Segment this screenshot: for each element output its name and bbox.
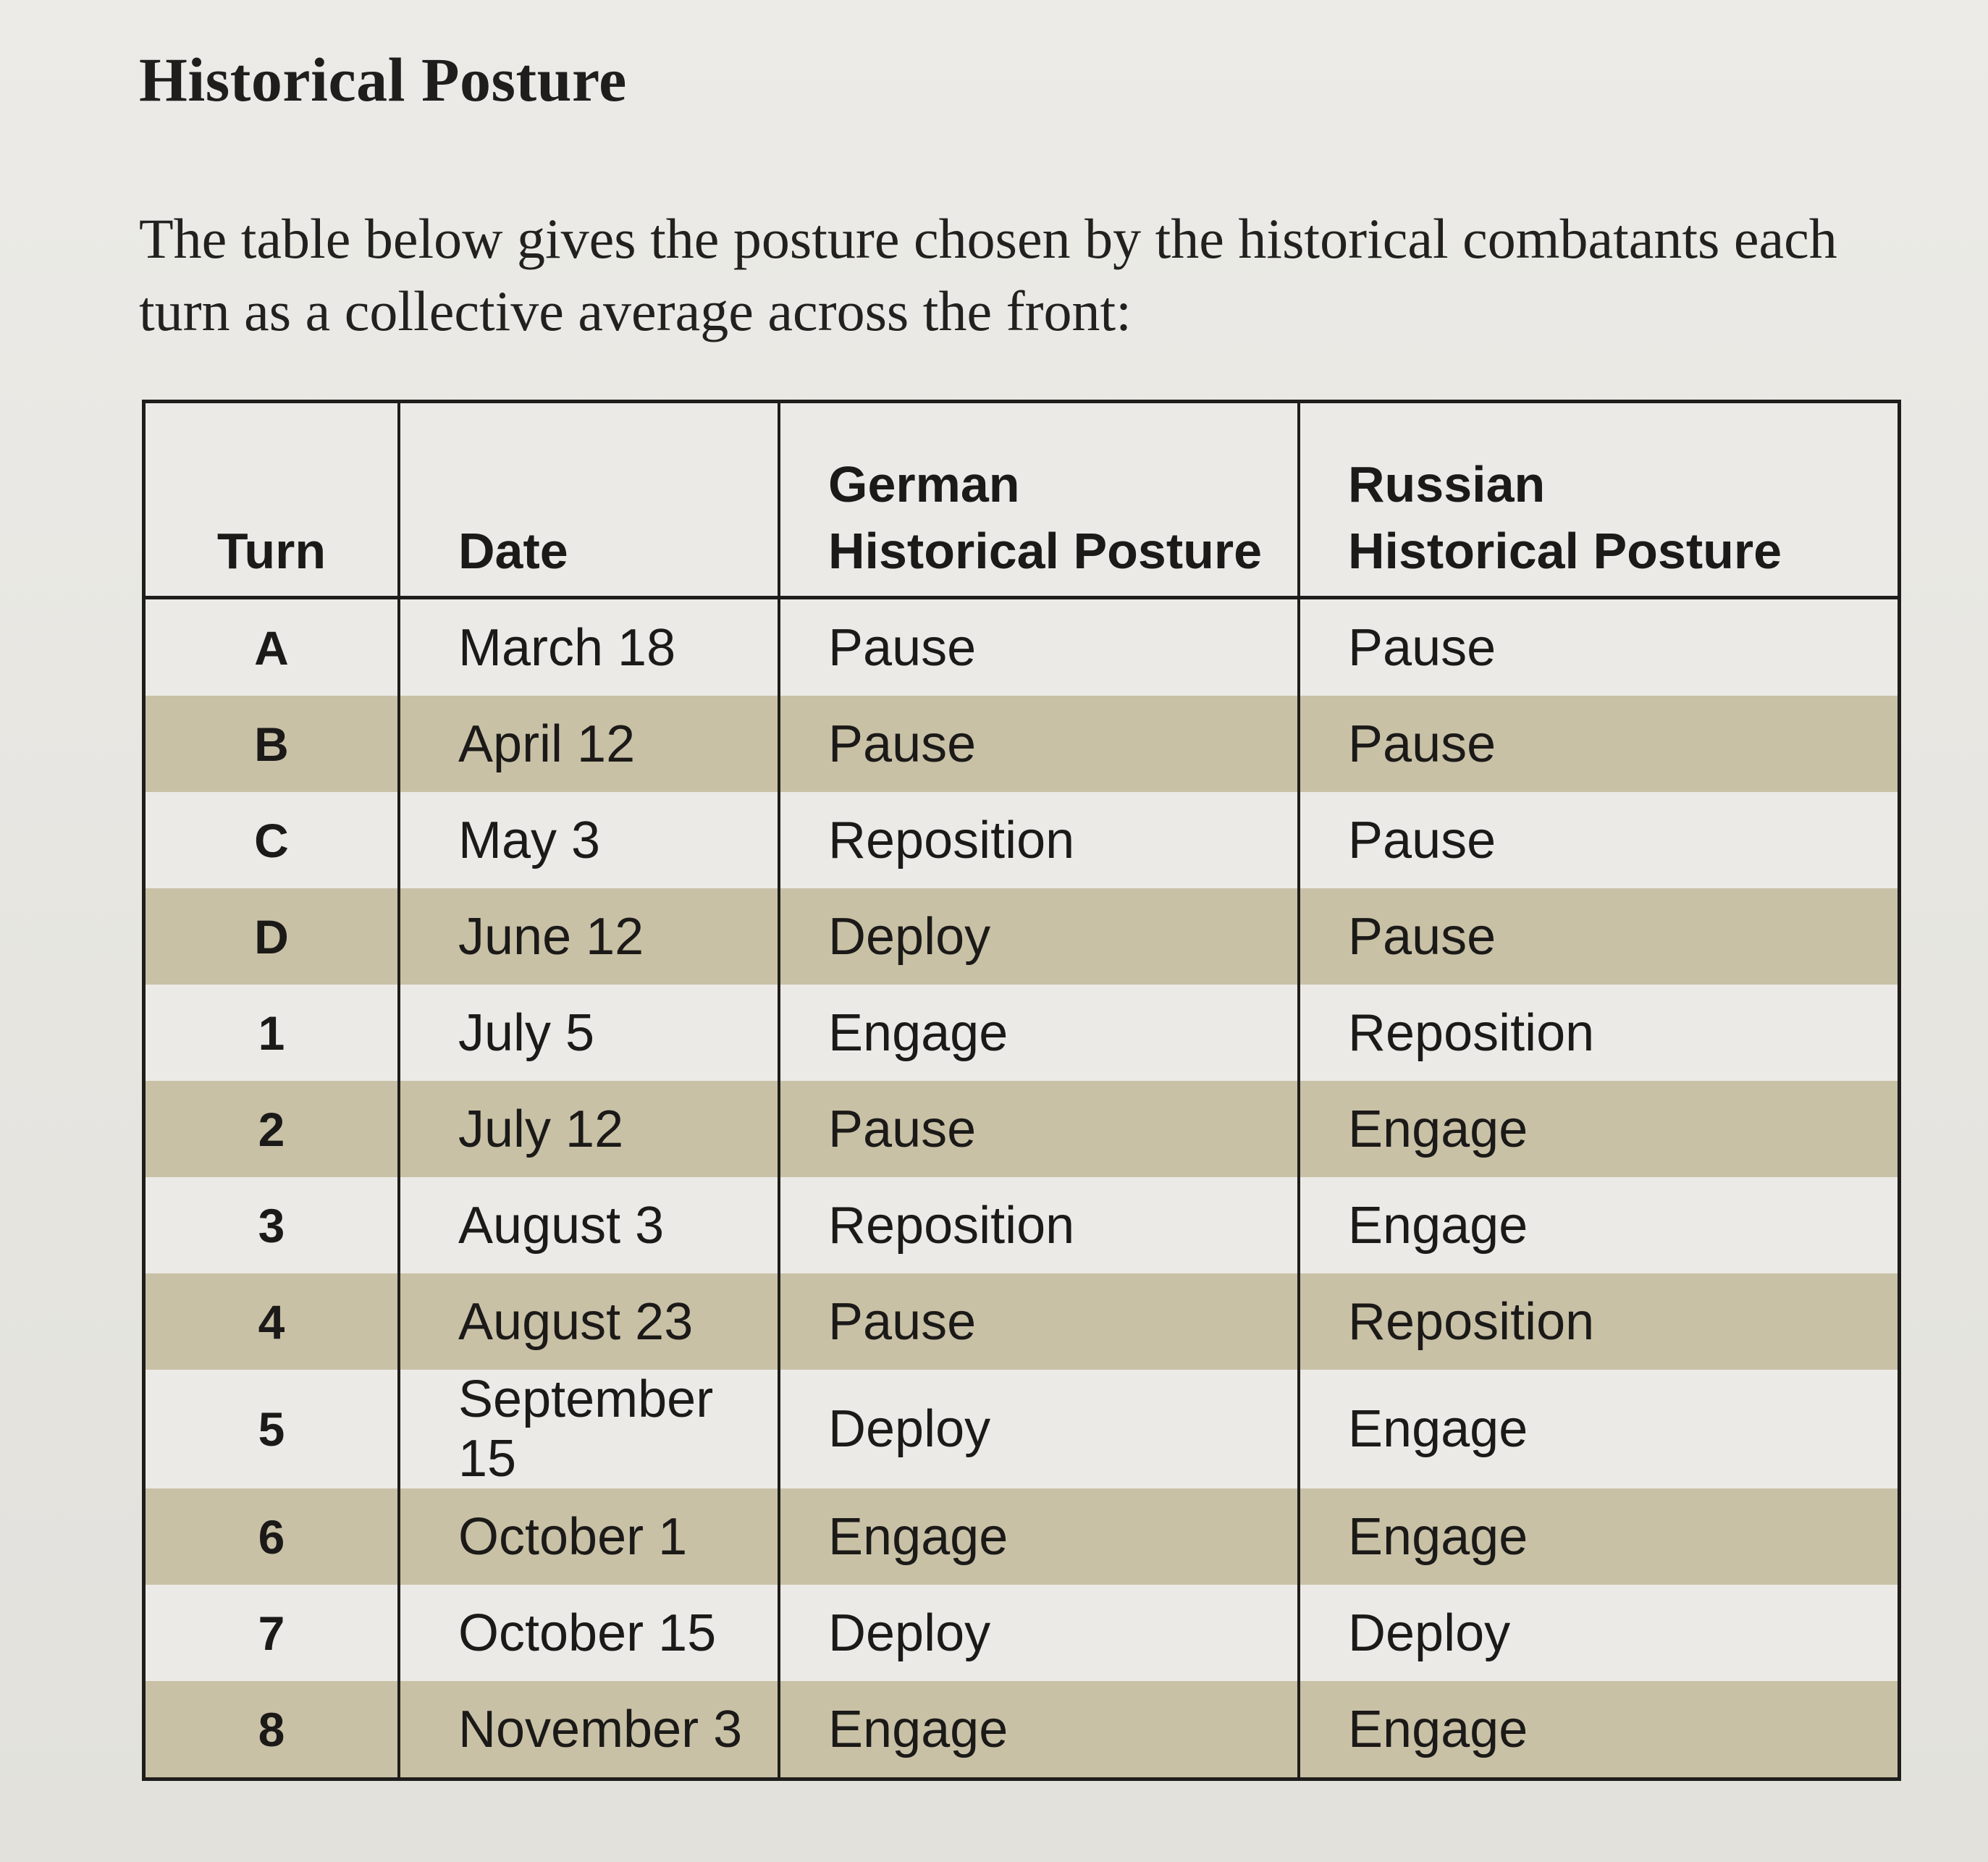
date-cell: September 15 <box>399 1370 779 1488</box>
table-row <box>146 888 1898 985</box>
russian-posture-cell: Pause <box>1299 792 1898 888</box>
russian-posture-cell: Engage <box>1299 1177 1898 1273</box>
date-cell: April 12 <box>399 696 779 792</box>
german-posture-cell: Reposition <box>779 1177 1299 1273</box>
russian-posture-cell: Reposition <box>1299 1273 1898 1370</box>
turn-cell: 8 <box>146 1681 399 1777</box>
date-cell: July 5 <box>399 985 779 1081</box>
german-posture-cell: Pause <box>779 1081 1299 1177</box>
german-posture-cell: Deploy <box>779 1585 1299 1681</box>
turn-cell: 5 <box>146 1370 399 1488</box>
russian-posture-cell: Engage <box>1299 1081 1898 1177</box>
table-row <box>146 1273 1898 1370</box>
german-posture-cell: Reposition <box>779 792 1299 888</box>
header-german-line2: Historical Posture <box>828 523 1263 579</box>
table-body <box>146 598 1898 1778</box>
german-posture-cell: Engage <box>779 985 1299 1081</box>
russian-posture-cell: Deploy <box>1299 1585 1898 1681</box>
date-cell: October 1 <box>399 1488 779 1585</box>
table-bottom-margin <box>146 1777 1898 1806</box>
german-posture-cell: Engage <box>779 1488 1299 1585</box>
section-heading: Historical Posture <box>139 45 627 114</box>
date-cell: July 12 <box>399 1081 779 1177</box>
header-date: Date <box>399 403 779 598</box>
date-cell: October 15 <box>399 1585 779 1681</box>
german-posture-cell: Deploy <box>779 1370 1299 1488</box>
german-posture-cell: Engage <box>779 1681 1299 1777</box>
posture-table-grid <box>146 403 1898 1777</box>
header-russian-line1: Russian <box>1348 456 1546 513</box>
russian-posture-cell: Engage <box>1299 1681 1898 1777</box>
german-posture-cell: Pause <box>779 1273 1299 1370</box>
russian-posture-cell: Engage <box>1299 1488 1898 1585</box>
date-cell: March 18 <box>399 598 779 696</box>
table-header <box>146 403 1898 598</box>
german-posture-cell: Deploy <box>779 888 1299 985</box>
header-row <box>146 403 1898 598</box>
table-row <box>146 1081 1898 1177</box>
table-row <box>146 985 1898 1081</box>
date-cell: June 12 <box>399 888 779 985</box>
russian-posture-cell: Pause <box>1299 888 1898 985</box>
german-posture-cell: Pause <box>779 696 1299 792</box>
date-cell: August 23 <box>399 1273 779 1370</box>
turn-cell: 4 <box>146 1273 399 1370</box>
header-russian-line2: Historical Posture <box>1348 523 1782 579</box>
table-row <box>146 1488 1898 1585</box>
header-turn: Turn <box>146 403 399 598</box>
posture-table <box>142 400 1901 1781</box>
turn-cell: 6 <box>146 1488 399 1585</box>
russian-posture-cell: Engage <box>1299 1370 1898 1488</box>
table-row <box>146 598 1898 696</box>
table-row <box>146 696 1898 792</box>
table-row <box>146 792 1898 888</box>
turn-cell: B <box>146 696 399 792</box>
turn-cell: 1 <box>146 985 399 1081</box>
header-german-posture <box>779 403 1299 598</box>
russian-posture-cell: Reposition <box>1299 985 1898 1081</box>
russian-posture-cell: Pause <box>1299 696 1898 792</box>
german-posture-cell: Pause <box>779 598 1299 696</box>
date-cell: November 3 <box>399 1681 779 1777</box>
turn-cell: 2 <box>146 1081 399 1177</box>
table-row <box>146 1585 1898 1681</box>
date-cell: May 3 <box>399 792 779 888</box>
date-cell: August 3 <box>399 1177 779 1273</box>
turn-cell: 7 <box>146 1585 399 1681</box>
intro-paragraph: The table below gives the posture chosen by the historical combatants each turn as a collective average across the front: <box>139 207 1837 342</box>
header-russian-posture <box>1299 403 1898 598</box>
table-row <box>146 1177 1898 1273</box>
table-row <box>146 1681 1898 1777</box>
russian-posture-cell: Pause <box>1299 598 1898 696</box>
turn-cell: C <box>146 792 399 888</box>
table-row <box>146 1370 1898 1488</box>
turn-cell: A <box>146 598 399 696</box>
turn-cell: 3 <box>146 1177 399 1273</box>
turn-cell: D <box>146 888 399 985</box>
header-german-line1: German <box>828 456 1020 513</box>
